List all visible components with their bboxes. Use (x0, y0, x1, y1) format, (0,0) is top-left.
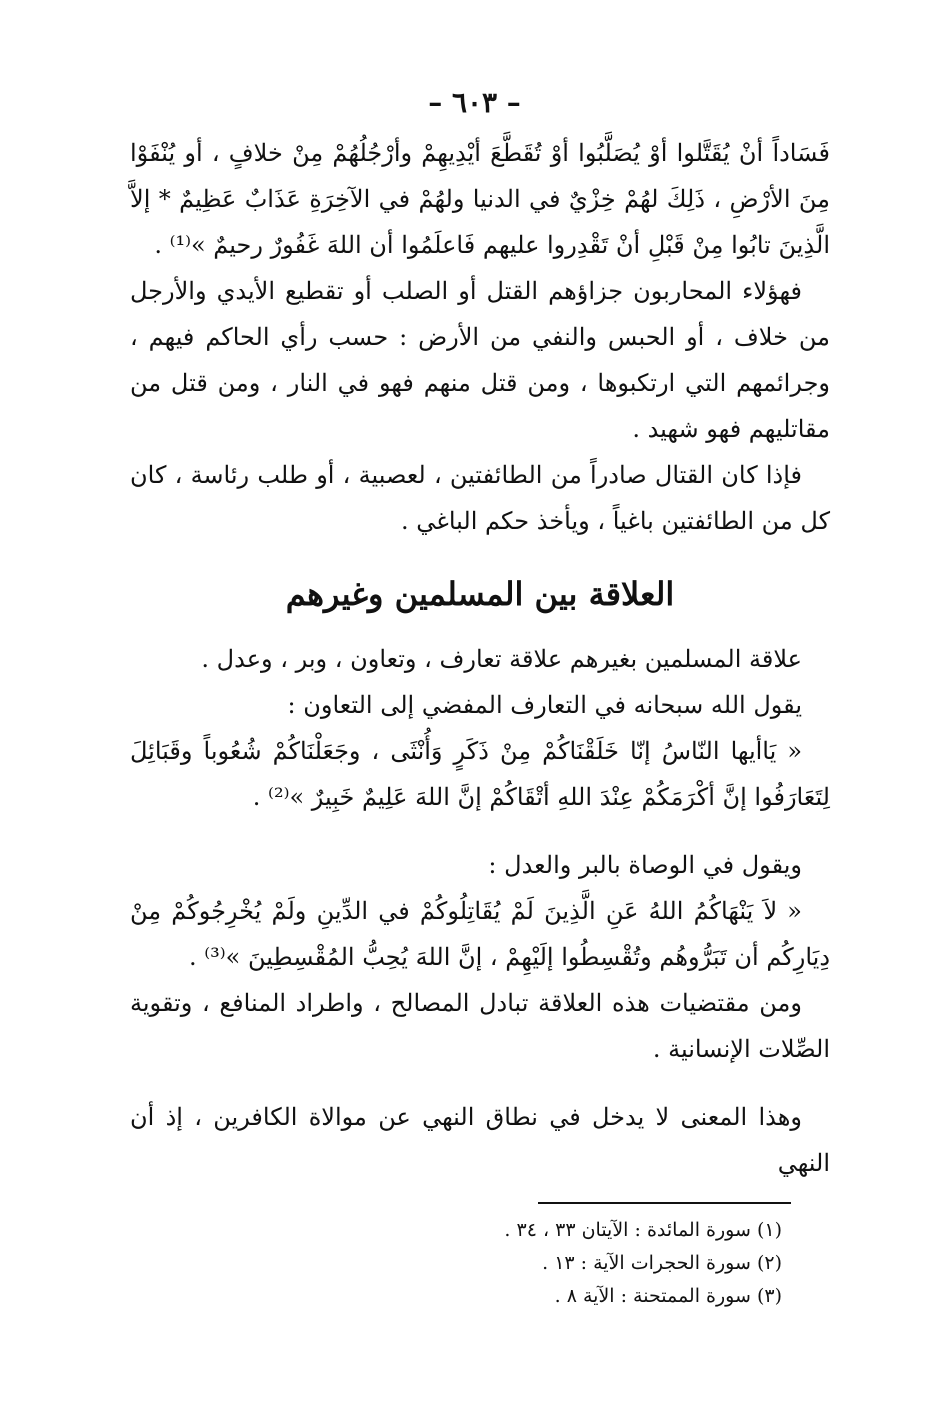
page-body (130, 130, 830, 1186)
section-spacer-2 (130, 1072, 830, 1094)
quran-verse-continuation: فَسَاداً أنْ يُقَتَّلوا أوْ يُصَلَّبُوا أوْ تُقَطَّعَ أيْدِيهِمْ وأرْجُلُهُمْ مِنْ خلافٍ ، أو يُنْفَوْا مِنَ الأرْضِ ، ذَلِكَ لهُمْ خِزْيٌ في الدنيا ولهُمْ في الآخِرَةِ عَذَابٌ عَظِيمٌ * إلاَّ الَّذِينَ تابُوا مِنْ قَبْلِ أنْ تَقْدِروا عليهم فَاعلَمُوا أن اللهَ غَفُورٌ رحيمٌ »⁽¹⁾ . (130, 139, 830, 259)
quran-verse-mumtahana: « لاَ يَنْهَاكُمُ اللهُ عَنِ الَّذِينَ لَمْ يُقَاتِلُوكُمْ في الدِّينِ ولَمْ يُخْرِجُوكُمْ مِنْ دِيَارِكُم أن تَبَرُّوهُم وتُقْسِطُوا إلَيْهِمْ ، إنَّ اللهَ يُحِبُّ المُقْسِطِينَ »⁽³⁾ . (130, 897, 830, 971)
paragraph-birr-intro: ويقول في الوصاة بالبر والعدل : (488, 851, 802, 879)
footnote-2: (٢) سورة الحجرات الآية : ١٣ . (542, 1252, 782, 1274)
paragraph-muharibun: فهؤلاء المحاربون جزاؤهم القتل أو الصلب أو تقطيع الأيدي والأرجل من خلاف ، أو الحبس والنفي من الأرض : حسب رأي الحاكم فيهم ، وجرائمهم التي ارتكبوها ، ومن قتل منهم فهو في النار ، ومن قتل من مقاتليهم فهو شهيد . (130, 277, 830, 443)
footnote-1: (١) سورة المائدة : الآيتان ٣٣ ، ٣٤ . (504, 1219, 782, 1241)
section-spacer (130, 820, 830, 842)
section-heading: العلاقة بين المسلمين وغيرهم (285, 575, 675, 613)
footnote-divider (538, 1202, 791, 1204)
paragraph-relation: علاقة المسلمين بغيرهم علاقة تعارف ، وتعاون ، وبر ، وعدل . (201, 645, 802, 673)
footnote-3: (٣) سورة الممتحنة : الآية ٨ . (554, 1285, 782, 1307)
footnotes (130, 1214, 782, 1313)
paragraph-masalih: ومن مقتضيات هذه العلاقة تبادل المصالح ، واطراد المنافع ، وتقوية الصِّلات الإنسانية . (130, 989, 830, 1063)
paragraph-taaruf-intro: يقول الله سبحانه في التعارف المفضي إلى التعاون : (287, 691, 802, 719)
page-number: – ٦٠٣ – (428, 86, 521, 119)
quran-verse-hujurat: « يَاأيها النّاسُ إنّا خَلَقْنَاكُمْ مِنْ ذَكَرٍ وَأُنْثَى ، وجَعَلْنَاكُمْ شُعُوباً وقَبَائِلَ لِتَعَارَفُوا إنَّ أكْرَمَكُمْ عِنْدَ اللهِ أتْقَاكُمْ إنَّ اللهَ عَلِيمٌ خَبِيرٌ »⁽²⁾ . (130, 737, 830, 811)
paragraph-qital: فإذا كان القتال صادراً من الطائفتين ، لعصبية ، أو طلب رئاسة ، كان كل من الطائفتين باغياً ، ويأخذ حكم الباغي . (130, 461, 830, 535)
paragraph-nahy: وهذا المعنى لا يدخل في نطاق النهي عن موالاة الكافرين ، إذ أن النهي (130, 1103, 830, 1177)
